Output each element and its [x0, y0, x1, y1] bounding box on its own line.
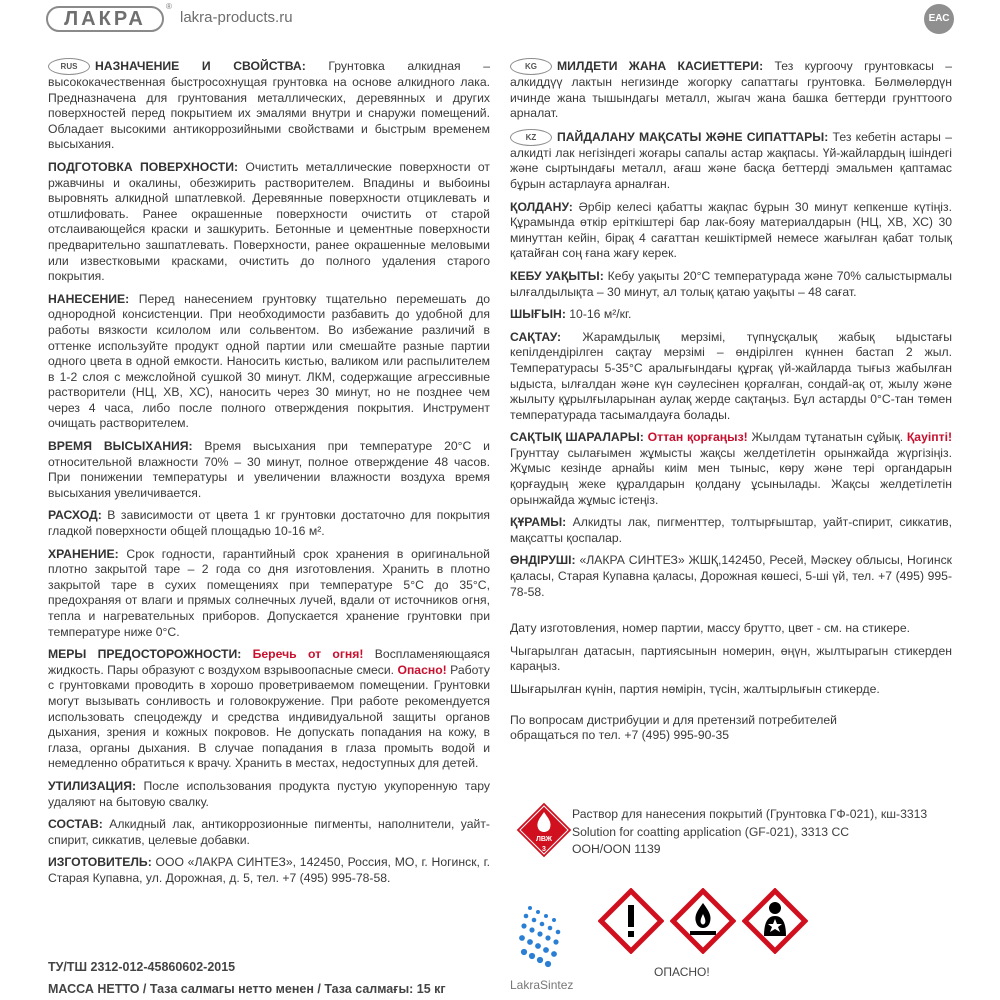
brand-logo: ЛАКРА [46, 6, 164, 32]
net-weight: МАССА НЕТТО / Таза салмагы нетто менен / Таза салмағы: 15 кг [48, 982, 446, 996]
distribution-contact: По вопросам дистрибуции и для претензий потребителей обращаться по тел. +7 (495) 995-90-35 [510, 712, 837, 743]
lakrasintez-logo-icon [510, 898, 590, 988]
ru-purpose: RUS НАЗНАЧЕНИЕ И СВОЙСТВА: Грунтовка алкидная – высококачественная быстросохнущая грунтовка на основе алкидного лака. Предназначена для грунтования металлических, деревянных и других поверхностей перед покрытием их эмалями внутри и снаружи помещений. Обладает высокими антикоррозийными свойствами и быстрым временем высыхания. [48, 59, 490, 152]
website-url: lakra-products.ru [180, 9, 293, 26]
signal-word: ОПАСНО! [654, 965, 710, 979]
kz-purpose: KZ ПАЙДАЛАНУ МАҚСАТЫ ЖӘНЕ СИПАТТАРЫ: Тез кебетін астары – алкидті лак негізіндегі жоғары сапалы астар жақпасы. Үй-жайлардың ішіндегі және сыртындағы металл, ағаш және басқа беттерді эмальмен қаптамас бұрын астарлауға арналған. [510, 129, 952, 191]
registered-mark: ® [166, 2, 172, 11]
kz-drying-time: КЕБУ УАҚЫТЫ: Кебу уақыты 20°С температурада және 70% салыстырмалы ылғалдылықта – 30 минут, ал толық қатаю уақыты – 48 сағат. [510, 268, 952, 299]
ru-surface-prep: ПОДГОТОВКА ПОВЕРХНОСТИ: Очистить металлические поверхности от ржавчины и окалины, обезжирить растворителем. Впадины и выбоины выровнять алкидной шпатлевкой. Деревянные поверхности отциклевать и отшлифовать. Ранее окрашенные поверхности очистить от старой отслаивающейся краски и зашкурить. Бетонные и цементные поверхности предварительно зашпатлевать. Поверхности, ранее окрашенные меловыми или известковыми красками, очистить до полного удаления старого покрытия. [48, 159, 490, 284]
flame-ghs-icon [670, 888, 736, 954]
ru-safety: МЕРЫ ПРЕДОСТОРОЖНОСТИ: Беречь от огня! Воспламеняющаяся жидкость. Пары образуют с воздухом взрывоопасные смеси. Опасно! Работу с грунтовками проводить в хорошо проветриваемом помещении. Грунтовки могут вызывать сонливость и головокружение. При работе рекомендуется использовать спецодежду и средства индивидуальной защиты органов дыхания, зрения и кожных покровов. Не допускать попадания на кожу, в глаза, органы дыхания. В случае попадания в глаза промыть водой и немедленно обратиться к врачу. Хранить в местах, недоступных для детей. [48, 647, 491, 771]
kyrgyz-kazakh-text-column [510, 58, 952, 744]
kg-purpose: KG МИЛДЕТИ ЖАНА КАСИЕТТЕРИ: Тез кургоочу грунтовкасы – алкиддүү лактын негизинде жогорку сапаттагы грунтовка. Бөлмөлөрдүн ичинде жана тышындагы металл, жыгач жана башка беттерди грунттоого арналат. [510, 59, 953, 121]
ru-consumption: РАСХОД: В зависимости от цвета 1 кг грунтовки достаточно для покрытия гладкой поверхности общей площадью 10-16 м². [48, 508, 490, 539]
flammable-liquid-adr-icon [514, 800, 574, 860]
ru-composition: СОСТАВ: Алкидный лак, антикоррозионные пигменты, наполнители, уайт-спирит, сиккатив, целевые добавки. [48, 817, 490, 847]
health-hazard-ghs-icon [742, 888, 808, 954]
kz-composition: ҚҰРАМЫ: Алкидты лак, пигменттер, толтырғыштар, уайт-спирит, сиккатив, мақсатты қоспалар. [510, 515, 952, 545]
kz-usage: ҚОЛДАНУ: Әрбір келесі қабатты жақпас бұрын 30 минут кепкенше күтіңіз. Құрамында өткір еріткіштері бар лак-бояу материалдарын (НЦ, ХВ, ХС) 30 минуттан кейін, бірақ 4 сағаттан кешіктірмей немесе жағылған қабат толық қатайған соң ғана жағу керек. [510, 199, 952, 261]
lakrasintez-brand: LakraSintez [510, 978, 574, 992]
ru-language-badge: RUS [48, 58, 90, 75]
kz-storage: САҚТАУ: Жарамдылық мерзімі, түпнұсқалық жабық ыдыстағы кепілдендірілген сақтау мерзімі – өндірілген күннен бастап 2 жыл. Температурасы 5-35°С аралығындағы құрғақ үй-жайларда тығыз жабылған ыдыста, ылғалдан және күн сәулесінен қорғалған, сондай-ақ от, жылу және жылыту құрылғыларынан аулақ жерде сақтаңыз. Бұл астарды 0°С-тан төмен температурада тасымалдауға болады. [510, 329, 952, 422]
kz-safety: САҚТЫҚ ШАРАЛАРЫ: Оттан қорғаңыз! Жылдам тұтанатын сұйық. Қауіпті! Грунттау сылағымен жұмысты жақсы желдетілетін орынжайда жүргізіңіз. Жұмыс кезінде арнайы киім мен тыныс, көру және тері органдарын қорғаудың жеке құралдарын қолдану ұсынылады. Жақсы желдетілетін орынжайда жұмыс істеңіз. [510, 430, 953, 507]
ru-storage: ХРАНЕНИЕ: Срок годности, гарантийный срок хранения в оригинальной плотно закрытой таре – 2 года со дня изготовления. Хранить в плотно закрытой таре в сухих помещениях при температуре 5°С до 35°С, предохраняя от влаги и прямых солнечных лучей, вдали от источников огня, тепла и нагревательных приборов. Допускается хранение грунтовки при температуре ниже 0°С. [48, 546, 490, 639]
kg-language-badge: KG [510, 58, 552, 75]
ru-disposal: УТИЛИЗАЦИЯ: После использования продукта пустую укупоренную тару удаляют на бытовую свалку. [48, 778, 490, 809]
ru-manufacturer: ИЗГОТОВИТЕЛЬ: ООО «ЛАКРА СИНТЕЗ», 142450, Россия, МО, г. Ногинск, г. Старая Купавна, ул. Дорожная, д. 5, тел. +7 (495) 995-78-58. [48, 855, 490, 885]
header [0, 0, 1000, 40]
shipping-description: Раствор для нанесения покрытий (Грунтовка ГФ-021), кш-3313 Solution for coatting application (GF-021), 3313 CC ООН/ООN 1139 [572, 807, 928, 856]
ru-drying-time: ВРЕМЯ ВЫСЫХАНИЯ: Время высыхания при температуре 20°С и относительной влажности 70% – 30 минут, полное отверждение 48 часов. При понижении температуры и увеличении влажности воздуха время высыхания увеличивается. [48, 439, 490, 500]
russian-text-column [48, 58, 490, 894]
hazard-block [510, 800, 964, 1000]
kz-manufacturer: ӨНДІРУШІ: «ЛАКРА СИНТЕЗ» ЖШҚ,142450, Ресей, Мәскеу облысы, Ногинск қаласы, Старая Купавна қаласы, Дорожная көшесі, 5-ші үй, тел. +7 (495) 995-78-58. [510, 553, 952, 599]
kz-language-badge: KZ [510, 129, 552, 146]
adr-class-number: 3 [542, 846, 546, 853]
kz-consumption: ШЫҒЫН: 10-16 м²/кг. [510, 307, 632, 322]
adr-label: ЛВЖ [535, 836, 553, 843]
info-date-ru: Дату изготовления, номер партии, массу брутто, цвет - см. на стикере. [510, 621, 910, 636]
ru-application: НАНЕСЕНИЕ: Перед нанесением грунтовку тщательно перемешать до однородной консистенции. При необходимости разбавить до удобной для работы вязкости ксилолом или сольвентом. Во избежание различий в оттенке используйте продукт одной партии или смешайте разные партии одного цвета в одной емкости. Наносить кистью, валиком или распылителем в 1-2 слоя с межслойной сушкой 30 минут. ЛКМ, содержащие агрессивные растворители (НЦ, ХВ, ХС), наносить через 30 минут, но не позднее чем через 4 часа, либо после полного отверждения покрытия. Инструмент очищать растворителем. [48, 291, 490, 431]
technical-spec-number: ТУ/ТШ 2312-012-45860602-2015 [48, 960, 236, 974]
eac-mark-icon: ЕАС [924, 4, 954, 34]
exclamation-mark-ghs-icon [598, 888, 664, 954]
info-date-kz: Шығарылған күнін, партия нөмірін, түсін, жалтырлығын стикерде. [510, 682, 880, 696]
info-date-kg: Чыгарылган датасын, партиясынын номерин, өңүн, жылтырагын стикерден караңыз. [510, 643, 952, 674]
